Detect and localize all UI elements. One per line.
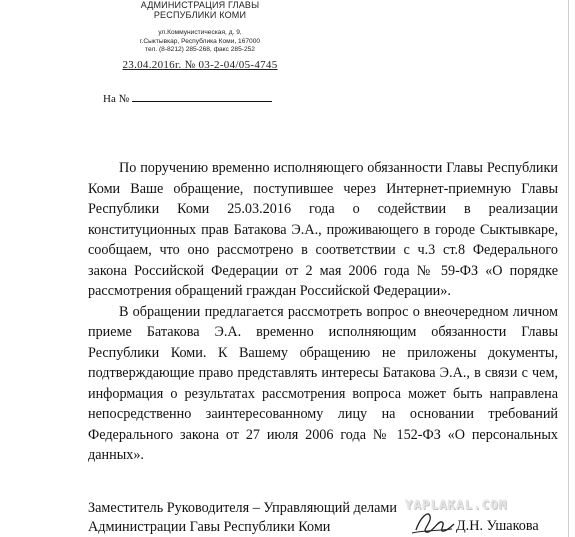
letter-body xyxy=(88,158,558,466)
address-line1: ул.Коммунистическая, д. 9, xyxy=(158,29,242,36)
signer-position xyxy=(88,499,397,537)
reference-number-label: На № xyxy=(103,93,130,105)
org-name-line1: АДМИНИСТРАЦИЯ ГЛАВЫ xyxy=(140,0,260,10)
address-line3: тел. (8-8212) 285-268, факс 285-252 xyxy=(145,46,255,53)
letterhead-stamp xyxy=(110,0,290,71)
signer-position-line2: Администрации Гавы Республики Коми xyxy=(88,519,331,535)
watermark: YAPLAKAL.COM xyxy=(405,497,508,512)
signer-position-line1: Заместитель Руководителя – Управляющий делами xyxy=(88,500,397,516)
reference-number-field xyxy=(103,91,272,105)
signer-name: Д.Н. Ушакова xyxy=(456,518,539,534)
org-name-line2: РЕСПУБЛИКИ КОМИ xyxy=(153,10,247,20)
body-paragraph-2: В обращении предлагается рассмотреть вопрос о внеочередном личном приеме Батакова Э.А. временно исполняющим обязанности Главы Республики Коми. К Вашему обращению не приложены документы, подтверждающие право представлять интересы Батакова Э.А., в связи с чем, информация о результатах рассмотрения вопроса может быть направлена непосредственно заинтересованному лицу на основании требований Федерального закона от 27 июля 2006 года № 152-ФЗ «О персональных данных». xyxy=(88,303,558,463)
body-paragraph-1: По поручению временно исполняющего обязанности Главы Республики Коми Ваше обращение, поступившее через Интернет-приемную Главы Республики Коми 25.03.2016 года о содействии в реализации конституционных прав Батакова Э.А., проживающего в городе Сыктывкаре, сообщаем, что оно рассмотрено в соответствии с ч.3 ст.8 Федерального закона Российской Федерации от 2 мая 2006 года № 59-ФЗ «О порядке рассмотрения обращений граждан Российской Федерации». xyxy=(88,160,558,299)
outgoing-number: 23.04.2016г. № 03-2-04/05-4745 xyxy=(122,58,278,71)
reference-number-blank xyxy=(132,91,272,102)
address-line2: г.Сыктывкар, Республика Коми, 167000 xyxy=(139,37,261,45)
page-edge xyxy=(568,0,569,537)
